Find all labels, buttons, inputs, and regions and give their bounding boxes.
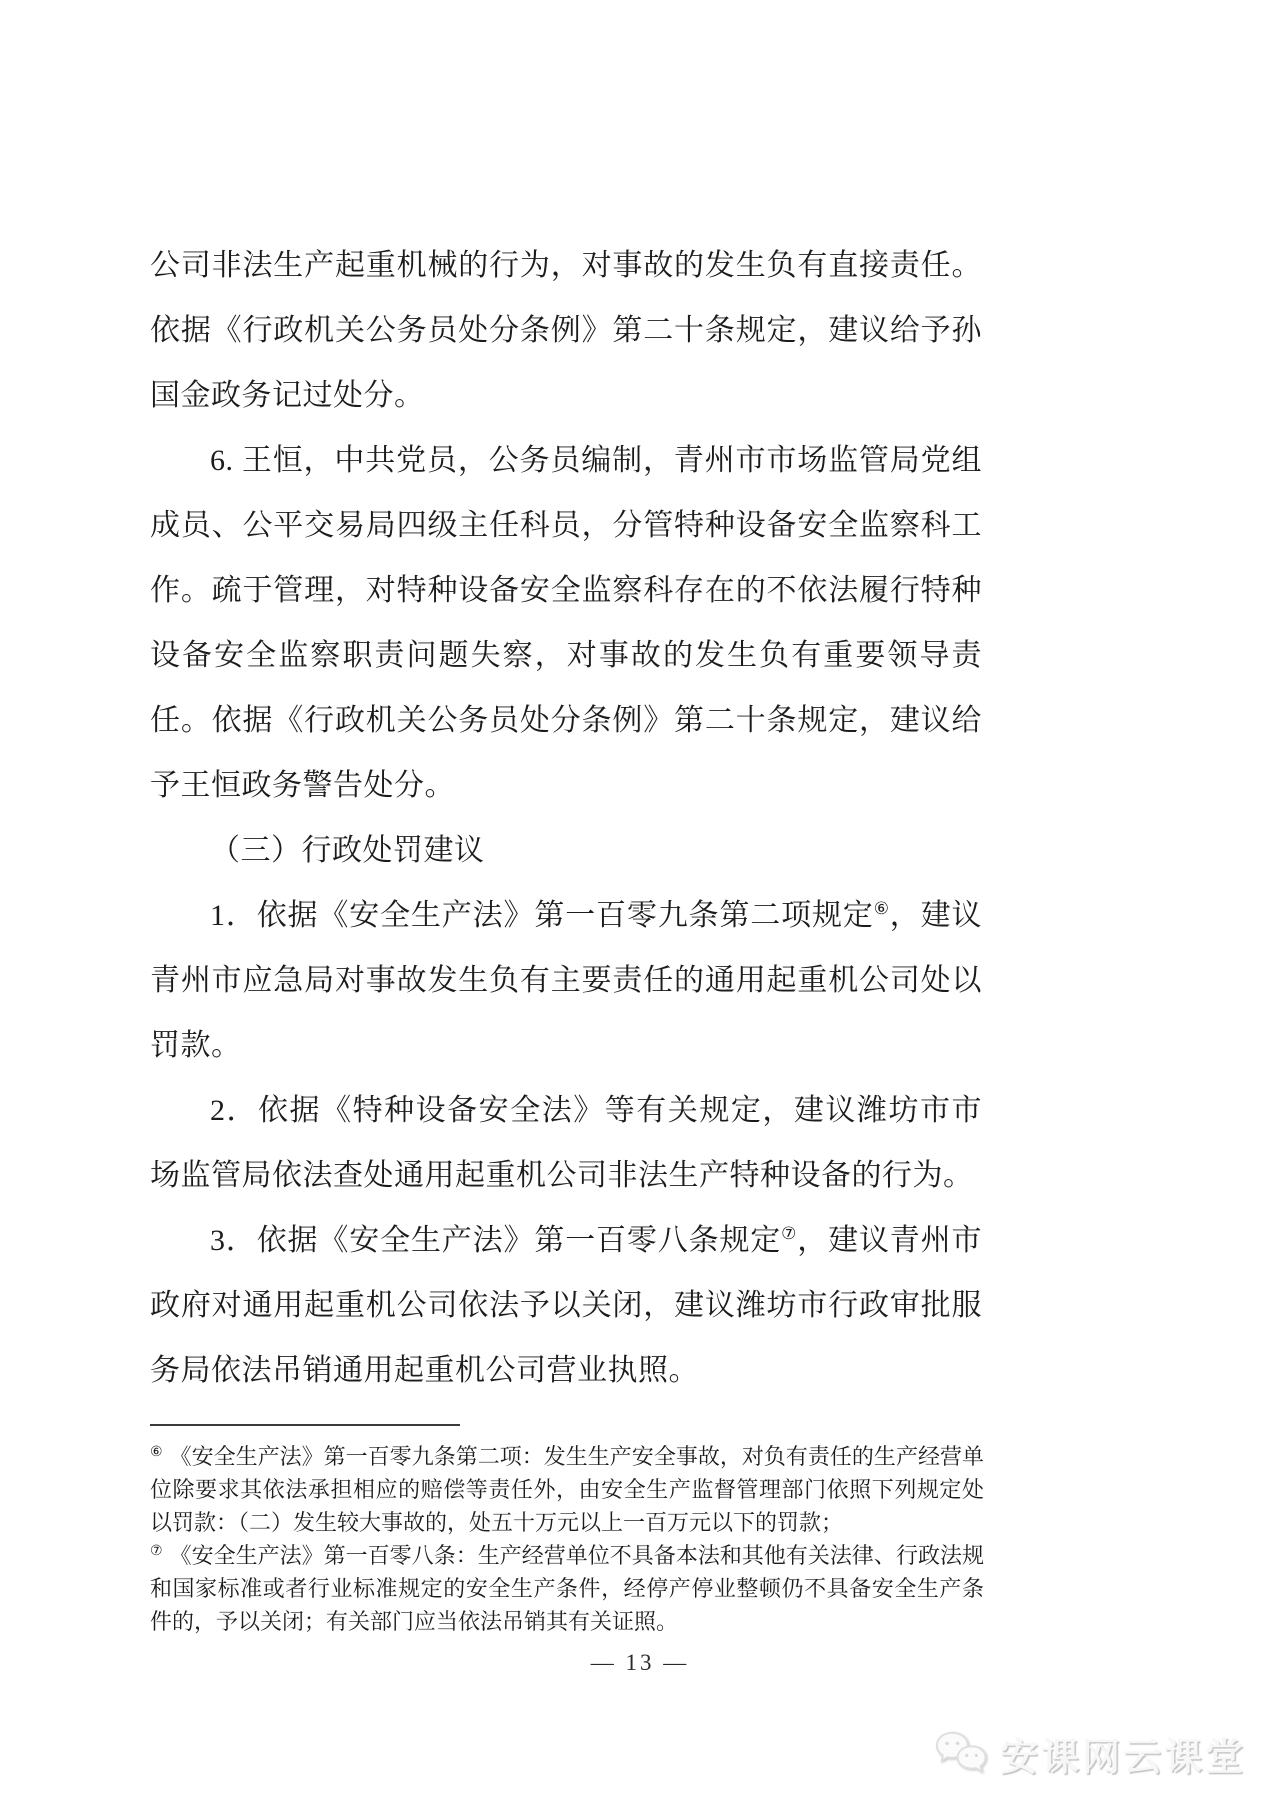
watermark [932,1726,1246,1781]
footnote-7-marker: ⑦ [150,1543,163,1559]
paragraph-item-1 [150,883,982,1078]
footnote-ref-6: ⑥ [873,899,890,918]
item-1-text: 1．依据《安全生产法》第一百零九条第二项规定 [210,899,874,932]
item-2-text: 2．依据《特种设备安全法》等有关规定，建议潍坊市市场监管局依法查处通用起重机公司非法生产特种设备的行为。 [150,1094,982,1192]
item-3-text-after: ，建议青州市政府对通用起重机公司依法予以关闭，建议潍坊市行政审批服务局依法吊销通用起重机公司营业执照。 [150,1224,982,1387]
footnote-7 [150,1539,984,1638]
footnote-7-text: 《安全生产法》第一百零八条：生产经营单位不具备本法和其他有关法律、行政法规和国家标准或者行业标准规定的安全生产条件，经停产停业整顿仍不具备安全生产条件的，予以关闭；有关部门应当依法吊销其有关证照。 [150,1543,984,1634]
paragraph-item-2 [150,1078,982,1208]
paragraph-person-6: 6. 王恒，中共党员，公务员编制，青州市市场监管局党组成员、公平交易局四级主任科员，分管特种设备安全监察科工作。疏于管理，对特种设备安全监察科存在的不依法履行特种设备安全监察职责问题失察，对事故的发生负有重要领导责任。依据《行政机关公务员处分条例》第二十条规定，建议给予王恒政务警告处分。 [150,444,982,802]
footnote-6-marker: ⑥ [150,1444,163,1460]
paragraph-item-3 [150,1208,982,1403]
page-number: — 13 — [590,1650,690,1675]
document-body [150,233,982,1403]
section-heading-3: （三）行政处罚建议 [210,834,485,867]
footnote-6-text: 《安全生产法》第一百零九条第二项：发生生产安全事故，对负有责任的生产经营单位除要求其依法承担相应的赔偿等责任外，由安全生产监督管理部门依照下列规定处以罚款：（二）发生较大事故的，处五十万元以上一百万元以下的罚款； [150,1444,984,1535]
paragraph-liability: 公司非法生产起重机械的行为，对事故的发生负有直接责任。依据《行政机关公务员处分条例》第二十条规定，建议给予孙国金政务记过处分。 [150,249,982,412]
footnote-separator [150,1424,460,1426]
item-3-text: 3．依据《安全生产法》第一百零八条规定 [210,1224,782,1257]
watermark-text: 安课网云课堂 [999,1737,1246,1779]
item-1-text-after: ，建议青州市应急局对事故发生负有主要责任的通用起重机公司处以罚款。 [150,899,982,1062]
chat-bubbles-icon [932,1729,990,1779]
footnotes-block [150,1440,984,1638]
footnote-6 [150,1440,984,1539]
footnote-ref-7: ⑦ [781,1224,798,1243]
